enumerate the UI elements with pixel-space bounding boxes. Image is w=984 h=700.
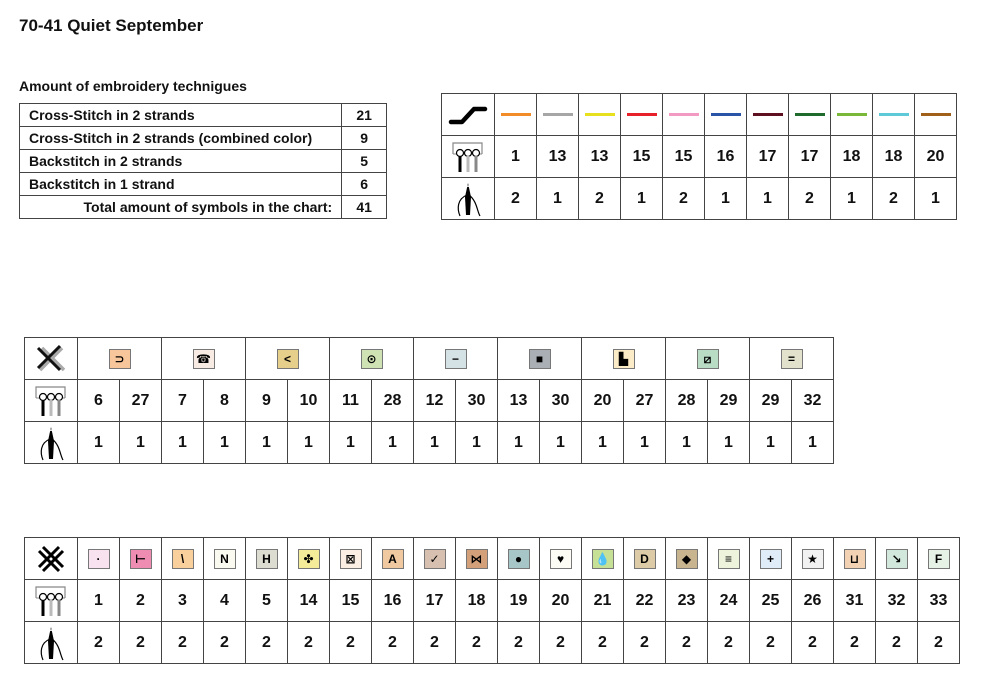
thread-color-icon <box>442 136 495 178</box>
summary-total-label: Total amount of symbols in the chart: <box>20 196 342 219</box>
thread-number: 26 <box>792 580 834 622</box>
strand-count: 2 <box>876 622 918 664</box>
backstitch-color-row <box>442 94 957 136</box>
symbol-swatch-icon: H <box>256 549 278 569</box>
line-color-swatch <box>795 113 825 116</box>
thread-number: 4 <box>204 580 246 622</box>
thread-number: 23 <box>666 580 708 622</box>
strand-count: 2 <box>372 622 414 664</box>
summary-label: Cross-Stitch in 2 strands (combined color) <box>20 127 342 150</box>
backstitch-color-swatch <box>621 94 663 136</box>
thread-number: 16 <box>705 136 747 178</box>
combined-symbol-cell <box>498 338 582 380</box>
summary-row <box>20 173 387 196</box>
cross-symbol-cell <box>834 538 876 580</box>
summary-row <box>20 150 387 173</box>
thread-number: 32 <box>876 580 918 622</box>
strand-count: 1 <box>582 422 624 464</box>
combined-symbol-cell <box>78 338 162 380</box>
cross-symbol-cell <box>162 538 204 580</box>
summary-value: 9 <box>342 127 387 150</box>
thread-number: 8 <box>204 380 246 422</box>
backstitch-color-swatch <box>579 94 621 136</box>
strand-count: 2 <box>246 622 288 664</box>
combined-symbol-cell <box>582 338 666 380</box>
symbol-swatch-icon: ⊠ <box>340 549 362 569</box>
backstitch-icon <box>442 94 495 136</box>
thread-number: 17 <box>414 580 456 622</box>
combined-cross-stitch-legend-table <box>24 337 834 464</box>
cross-symbol-cell <box>120 538 162 580</box>
strand-count: 1 <box>750 422 792 464</box>
symbol-swatch-icon: 💧 <box>592 549 614 569</box>
strand-count: 1 <box>78 422 120 464</box>
thread-number: 11 <box>330 380 372 422</box>
strand-count: 2 <box>120 622 162 664</box>
symbol-swatch-icon: A <box>382 549 404 569</box>
symbol-swatch-icon: · <box>88 549 110 569</box>
backstitch-color-swatch <box>747 94 789 136</box>
thread-number: 9 <box>246 380 288 422</box>
cross-symbol-cell <box>246 538 288 580</box>
thread-number: 15 <box>621 136 663 178</box>
thread-number: 12 <box>414 380 456 422</box>
strand-count: 2 <box>750 622 792 664</box>
cross-strands-row <box>25 622 960 664</box>
summary-label: Cross-Stitch in 2 strands <box>20 104 342 127</box>
thread-number: 29 <box>708 380 750 422</box>
symbol-swatch-icon: ⧄ <box>697 349 719 369</box>
summary-label: Backstitch in 2 strands <box>20 150 342 173</box>
cross-symbol-cell <box>330 538 372 580</box>
thread-number: 1 <box>495 136 537 178</box>
cross-symbol-cell <box>414 538 456 580</box>
thread-number: 15 <box>330 580 372 622</box>
thread-number: 10 <box>288 380 330 422</box>
thread-number: 21 <box>582 580 624 622</box>
symbol-swatch-icon: ⊔ <box>844 549 866 569</box>
strand-count: 1 <box>330 422 372 464</box>
techniques-summary-table <box>19 103 387 219</box>
strand-count: 2 <box>540 622 582 664</box>
symbol-swatch-icon: ◆ <box>676 549 698 569</box>
backstitch-legend-table <box>441 93 957 220</box>
section-title: Amount of embroidery technigues <box>19 78 247 94</box>
strand-count: 1 <box>831 178 873 220</box>
symbol-swatch-icon: ★ <box>802 549 824 569</box>
thread-number: 27 <box>120 380 162 422</box>
strand-count: 1 <box>498 422 540 464</box>
line-color-swatch <box>627 113 657 116</box>
strand-count: 2 <box>834 622 876 664</box>
thread-number: 20 <box>915 136 957 178</box>
cross-symbol-cell <box>624 538 666 580</box>
thread-number: 17 <box>789 136 831 178</box>
symbol-swatch-icon: ☎ <box>193 349 215 369</box>
cross-symbol-cell <box>456 538 498 580</box>
thread-number: 20 <box>540 580 582 622</box>
symbol-swatch-icon: ⊢ <box>130 549 152 569</box>
thread-number: 19 <box>498 580 540 622</box>
symbol-swatch-icon: ⊙ <box>361 349 383 369</box>
combined-symbol-cell <box>246 338 330 380</box>
thread-number: 3 <box>162 580 204 622</box>
symbol-swatch-icon: < <box>277 349 299 369</box>
cross-symbol-cell <box>582 538 624 580</box>
strand-count: 2 <box>582 622 624 664</box>
backstitch-strands-row <box>442 178 957 220</box>
line-color-swatch <box>543 113 573 116</box>
combined-symbol-cell <box>750 338 834 380</box>
strand-count: 1 <box>708 422 750 464</box>
backstitch-color-swatch <box>831 94 873 136</box>
cross-symbol-cell <box>666 538 708 580</box>
symbol-swatch-icon: ● <box>508 549 530 569</box>
symbol-swatch-icon: N <box>214 549 236 569</box>
cross-symbol-cell <box>792 538 834 580</box>
line-color-swatch <box>837 113 867 116</box>
thread-color-icon <box>25 380 78 422</box>
symbol-swatch-icon: ≡ <box>718 549 740 569</box>
page-title: 70-41 Quiet September <box>19 16 204 35</box>
backstitch-color-swatch <box>537 94 579 136</box>
thread-number: 2 <box>120 580 162 622</box>
symbol-swatch-icon: D <box>634 549 656 569</box>
strand-count: 2 <box>498 622 540 664</box>
line-color-swatch <box>711 113 741 116</box>
strand-count: 2 <box>789 178 831 220</box>
strand-count: 2 <box>663 178 705 220</box>
thread-number: 1 <box>78 580 120 622</box>
strand-count: 2 <box>624 622 666 664</box>
thread-number: 13 <box>579 136 621 178</box>
strand-count: 1 <box>624 422 666 464</box>
combined-symbol-cell <box>414 338 498 380</box>
thread-number: 30 <box>456 380 498 422</box>
backstitch-color-swatch <box>495 94 537 136</box>
cross-symbol-cell <box>498 538 540 580</box>
strand-count: 1 <box>792 422 834 464</box>
symbol-swatch-icon: \ <box>172 549 194 569</box>
thread-number: 18 <box>831 136 873 178</box>
line-color-swatch <box>879 113 909 116</box>
summary-total-row <box>20 196 387 219</box>
backstitch-color-swatch <box>873 94 915 136</box>
thread-number: 14 <box>288 580 330 622</box>
strand-count: 2 <box>288 622 330 664</box>
strand-count: 2 <box>792 622 834 664</box>
symbol-swatch-icon: ✓ <box>424 549 446 569</box>
thread-number: 13 <box>537 136 579 178</box>
strand-count: 1 <box>372 422 414 464</box>
line-color-swatch <box>501 113 531 116</box>
line-color-swatch <box>921 113 951 116</box>
cross-stitch-legend-table <box>24 537 960 664</box>
symbol-swatch-icon: − <box>445 349 467 369</box>
combined-strands-row <box>25 422 834 464</box>
cross-stitch-icon <box>25 538 78 580</box>
symbol-swatch-icon: ▙ <box>613 349 635 369</box>
cross-symbol-cell <box>372 538 414 580</box>
thread-number: 28 <box>666 380 708 422</box>
strand-count: 1 <box>414 422 456 464</box>
thread-number: 28 <box>372 380 414 422</box>
combined-cross-stitch-icon <box>25 338 78 380</box>
strand-count: 1 <box>456 422 498 464</box>
line-color-swatch <box>753 113 783 116</box>
strand-count: 2 <box>78 622 120 664</box>
line-color-swatch <box>585 113 615 116</box>
combined-symbol-row <box>25 338 834 380</box>
needle-strands-icon <box>25 622 78 664</box>
cross-symbol-cell <box>540 538 582 580</box>
symbol-swatch-icon: + <box>760 549 782 569</box>
cross-symbol-cell <box>204 538 246 580</box>
thread-number: 16 <box>372 580 414 622</box>
strand-count: 1 <box>162 422 204 464</box>
strand-count: 1 <box>915 178 957 220</box>
thread-number: 27 <box>624 380 666 422</box>
thread-number: 18 <box>456 580 498 622</box>
backstitch-thread-row <box>442 136 957 178</box>
cross-symbol-cell <box>288 538 330 580</box>
summary-total-value: 41 <box>342 196 387 219</box>
line-color-swatch <box>669 113 699 116</box>
strand-count: 2 <box>162 622 204 664</box>
backstitch-color-swatch <box>915 94 957 136</box>
strand-count: 1 <box>747 178 789 220</box>
summary-row <box>20 127 387 150</box>
symbol-swatch-icon: ✤ <box>298 549 320 569</box>
summary-value: 5 <box>342 150 387 173</box>
strand-count: 2 <box>414 622 456 664</box>
needle-strands-icon <box>442 178 495 220</box>
combined-thread-row <box>25 380 834 422</box>
strand-count: 1 <box>540 422 582 464</box>
thread-number: 17 <box>747 136 789 178</box>
thread-number: 32 <box>792 380 834 422</box>
combined-symbol-cell <box>330 338 414 380</box>
symbol-swatch-icon: ♥ <box>550 549 572 569</box>
thread-number: 7 <box>162 380 204 422</box>
thread-number: 13 <box>498 380 540 422</box>
strand-count: 1 <box>666 422 708 464</box>
strand-count: 2 <box>666 622 708 664</box>
strand-count: 2 <box>204 622 246 664</box>
thread-number: 18 <box>873 136 915 178</box>
cross-symbol-cell <box>708 538 750 580</box>
summary-row <box>20 104 387 127</box>
strand-count: 1 <box>537 178 579 220</box>
symbol-swatch-icon: ■ <box>529 349 551 369</box>
thread-color-icon <box>25 580 78 622</box>
thread-number: 5 <box>246 580 288 622</box>
symbol-swatch-icon: F <box>928 549 950 569</box>
summary-value: 6 <box>342 173 387 196</box>
strand-count: 1 <box>246 422 288 464</box>
cross-symbol-cell <box>918 538 960 580</box>
combined-symbol-cell <box>666 338 750 380</box>
thread-number: 22 <box>624 580 666 622</box>
cross-symbol-cell <box>78 538 120 580</box>
thread-number: 30 <box>540 380 582 422</box>
summary-value: 21 <box>342 104 387 127</box>
thread-number: 29 <box>750 380 792 422</box>
strand-count: 1 <box>705 178 747 220</box>
symbol-swatch-icon: = <box>781 349 803 369</box>
thread-number: 20 <box>582 380 624 422</box>
strand-count: 1 <box>288 422 330 464</box>
backstitch-color-swatch <box>705 94 747 136</box>
backstitch-color-swatch <box>663 94 705 136</box>
combined-symbol-cell <box>162 338 246 380</box>
strand-count: 2 <box>456 622 498 664</box>
strand-count: 2 <box>330 622 372 664</box>
strand-count: 2 <box>495 178 537 220</box>
cross-symbol-row <box>25 538 960 580</box>
symbol-swatch-icon: ⊃ <box>109 349 131 369</box>
symbol-swatch-icon: ↘ <box>886 549 908 569</box>
cross-symbol-cell <box>876 538 918 580</box>
thread-number: 33 <box>918 580 960 622</box>
strand-count: 1 <box>621 178 663 220</box>
backstitch-color-swatch <box>789 94 831 136</box>
thread-number: 15 <box>663 136 705 178</box>
summary-label: Backstitch in 1 strand <box>20 173 342 196</box>
thread-number: 31 <box>834 580 876 622</box>
strand-count: 2 <box>918 622 960 664</box>
strand-count: 2 <box>708 622 750 664</box>
cross-symbol-cell <box>750 538 792 580</box>
thread-number: 6 <box>78 380 120 422</box>
strand-count: 2 <box>873 178 915 220</box>
strand-count: 1 <box>204 422 246 464</box>
needle-strands-icon <box>25 422 78 464</box>
symbol-swatch-icon: ⋈ <box>466 549 488 569</box>
cross-thread-row <box>25 580 960 622</box>
thread-number: 25 <box>750 580 792 622</box>
strand-count: 1 <box>120 422 162 464</box>
thread-number: 24 <box>708 580 750 622</box>
strand-count: 2 <box>579 178 621 220</box>
